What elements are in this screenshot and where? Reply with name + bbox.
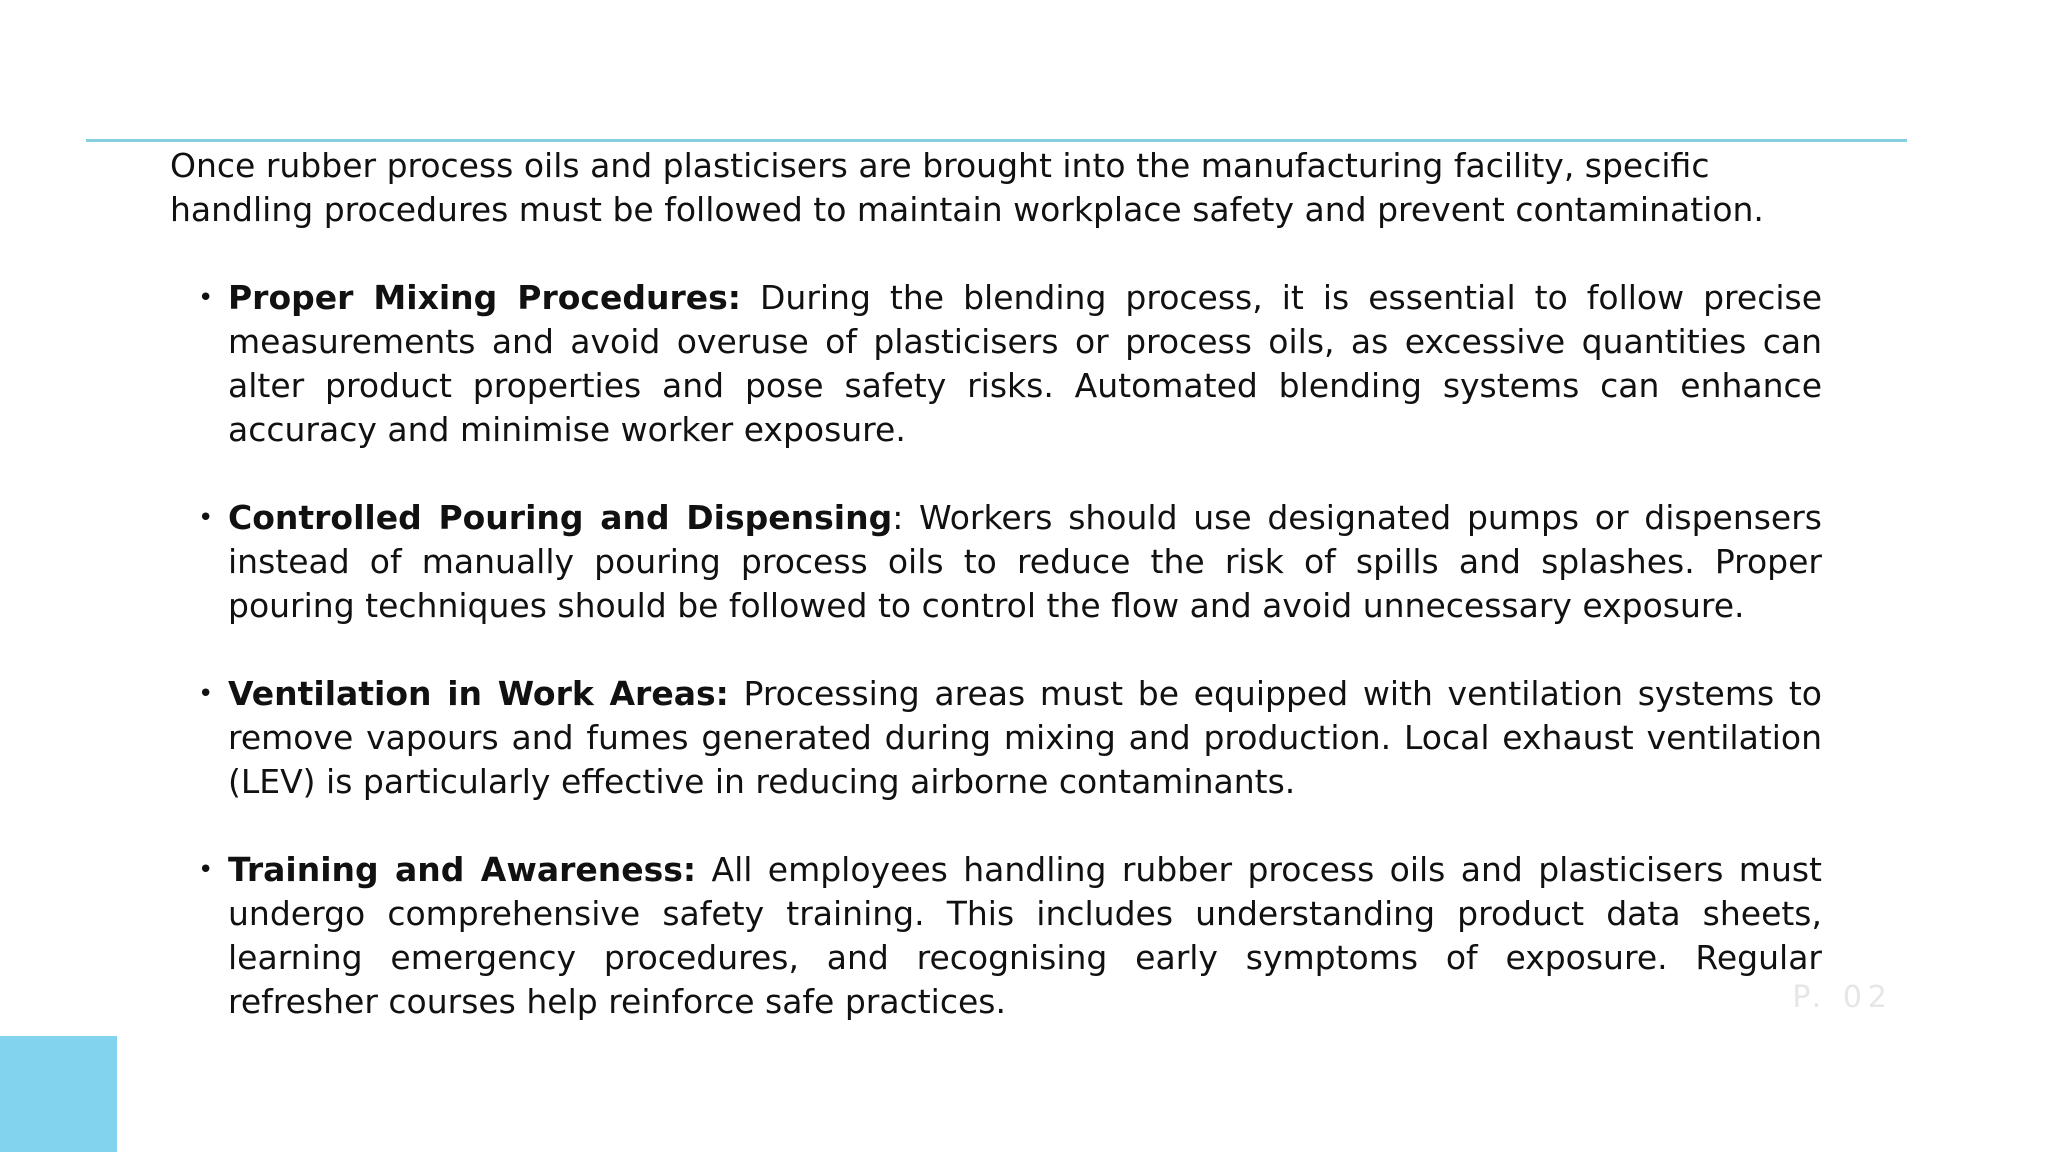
intro-paragraph: Once rubber process oils and plasticisers are brought into the manufacturing facility, specific handling procedures must be followed to maintain workplace safety and prevent contamination. (170, 146, 1764, 229)
top-divider-line (86, 139, 1907, 142)
bullet-term: Controlled Pouring and Dispensing (228, 498, 893, 537)
bullet-text: Processing areas must be equipped with ventilation systems to remove vapours and fumes generated during mixing and production. Local exhaust ventilation (LEV) is particularly effective in reducing airborne contaminants. (228, 674, 1823, 801)
bullet-icon: • (198, 855, 214, 885)
content-body (170, 144, 1822, 1024)
bullet-term: Ventilation in Work Areas: (228, 674, 729, 713)
bullet-icon: • (198, 283, 214, 313)
bullet-item-training (170, 848, 1822, 1024)
bullet-icon: • (198, 679, 214, 709)
bullet-term: Proper Mixing Procedures: (228, 278, 741, 317)
corner-accent-block (0, 1036, 117, 1152)
bullet-text: During the blending process, it is essential to follow precise measurements and avoid overuse of plasticisers or process oils, as excessive quantities can alter product properties and pose safety risks. Automated blending systems can enhance accuracy and minimise worker exposure. (228, 278, 1822, 449)
bullet-item-mixing (170, 276, 1822, 452)
page-number: P. 02 (1792, 980, 1893, 1015)
bullet-item-ventilation (170, 672, 1822, 804)
bullet-icon: • (198, 503, 214, 533)
bullet-list (170, 276, 1822, 1024)
bullet-term: Training and Awareness: (228, 850, 697, 889)
bullet-text: All employees handling rubber process oils and plasticisers must undergo comprehensive safety training. This includes understanding product data sheets, learning emergency procedures, and recognising early symptoms of exposure. Regular refresher courses help reinforce safe practices. (228, 850, 1822, 1021)
bullet-item-pouring (170, 496, 1822, 628)
bullet-text: : Workers should use designated pumps or dispensers instead of manually pouring process oils to reduce the risk of spills and splashes. Proper pouring techniques should be followed to control the flow and avoid unnecessary exposure. (228, 498, 1822, 625)
